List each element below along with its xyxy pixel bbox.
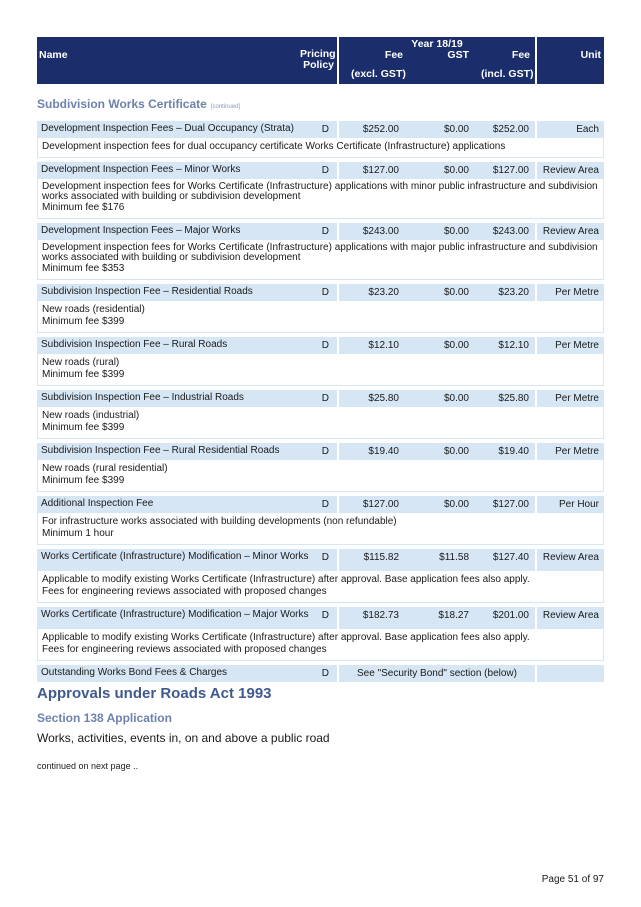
header-incl-gst: (incl. GST) [481,68,534,80]
row-description-line: Fees for engineering reviews associated with proposed changes [42,586,327,597]
row-pricing-policy: D [321,610,329,621]
row-description-line: Minimum fee $399 [42,316,125,327]
page-number: Page 51 of 97 [541,874,604,885]
row-unit: Per Metre [537,284,604,301]
row-description [37,240,604,280]
row-gst: $0.00 [443,287,469,298]
table-row [37,665,604,682]
row-unit: Per Hour [537,496,604,513]
row-fee-excl: $12.10 [368,340,399,351]
section-138-description: Works, activities, events in, on and above a public road [37,731,330,745]
row-fee-group [339,162,535,179]
row-fee-group [339,223,535,240]
row-fee-group [339,607,535,629]
row-fee-group [339,337,535,354]
fee-table [37,121,604,686]
table-row [37,162,604,219]
section-continued: [continued] [210,104,241,110]
row-description-line: Minimum 1 hour [42,528,114,539]
table-header [37,37,604,84]
row-unit: Review Area [537,162,604,179]
row-description-line: For infrastructure works associated with building developments (non refundable) [42,516,397,527]
row-fee-incl: $201.00 [492,610,529,621]
header-gst: GST [447,49,469,61]
table-row [37,549,604,603]
row-description [37,571,604,603]
row-description [37,629,604,661]
header-year: Year 18/19 [411,38,463,50]
row-description [37,407,604,439]
row-fee-excl: $182.73 [362,610,399,621]
row-bar [37,496,604,513]
table-row [37,337,604,386]
row-pricing-policy: D [321,287,329,298]
row-description-line: Development inspection fees for dual occupancy certificate Works Certificate (Infrastructure) applications [42,141,506,152]
row-gst: $0.00 [443,393,469,404]
row-name: Outstanding Works Bond Fees & Charges [37,665,337,682]
row-fee-excl: $127.00 [362,165,399,176]
row-bar [37,549,604,571]
row-name: Additional Inspection Fee [37,496,337,513]
row-unit: Review Area [537,223,604,240]
row-description-line: Development inspection fees for Works Certificate (Infrastructure) applications with minor public infrastructure and subdivision works associated with building or subdivision development [42,181,598,202]
row-description [37,301,604,333]
row-description-line: Applicable to modify existing Works Certificate (Infrastructure) after approval. Base application fees also apply. [42,632,530,643]
heading-roads-act: Approvals under Roads Act 1993 [37,685,272,702]
row-bar [37,607,604,629]
row-bar [37,443,604,460]
row-name: Subdivision Inspection Fee – Rural Residential Roads [37,443,337,460]
continued-next-page: continued on next page .. [37,761,139,771]
row-description-line: New roads (industrial) [42,410,140,421]
row-pricing-policy: D [321,165,329,176]
row-description-line: Minimum fee $353 [42,263,125,274]
header-pricing-policy: Pricing Policy [300,48,336,71]
row-pricing-policy: D [321,668,329,679]
row-gst: $0.00 [443,226,469,237]
row-description-line: Minimum fee $399 [42,475,125,486]
row-description-line: Development inspection fees for Works Certificate (Infrastructure) applications with major public infrastructure and subdivision works associated with building or subdivision development [42,242,598,263]
row-description [37,513,604,545]
row-fee-incl: $23.20 [498,287,529,298]
row-unit: Each [537,121,604,138]
row-fee-incl: $243.00 [492,226,529,237]
row-fee-incl: $25.80 [498,393,529,404]
row-fee-incl: $127.00 [492,165,529,176]
row-description-line: Applicable to modify existing Works Certificate (Infrastructure) after approval. Base application fees also apply. [42,574,530,585]
table-row [37,284,604,333]
row-fee-excl: $23.20 [368,287,399,298]
row-name: Subdivision Inspection Fee – Industrial Roads [37,390,337,407]
row-description-line: New roads (residential) [42,304,145,315]
row-bar [37,223,604,240]
row-description [37,179,604,219]
row-description-line: New roads (rural) [42,357,120,368]
table-row [37,390,604,439]
row-name: Subdivision Inspection Fee – Rural Roads [37,337,337,354]
row-name: Subdivision Inspection Fee – Residential Roads [37,284,337,301]
row-pricing-policy: D [321,552,329,563]
table-row [37,223,604,280]
row-fee-excl: $115.82 [363,552,399,563]
row-fee-incl: $127.00 [492,499,529,510]
row-fee-group [339,443,535,460]
row-description-line: Fees for engineering reviews associated with proposed changes [42,644,327,655]
header-unit: Unit [537,37,604,84]
header-excl-gst: (excl. GST) [351,68,406,80]
row-fee-excl: $19.40 [368,446,399,457]
section-title-text: Subdivision Works Certificate [37,97,207,111]
row-fee-incl: $12.10 [498,340,529,351]
row-gst: $0.00 [443,499,469,510]
header-fee-excl: Fee [384,49,403,61]
row-pricing-policy: D [321,124,329,135]
row-fee-incl: $19.40 [498,446,529,457]
row-bar [37,665,604,682]
row-pricing-policy: D [321,499,329,510]
row-unit: Per Metre [537,443,604,460]
row-description-line: Minimum fee $399 [42,422,125,433]
row-description-line: Minimum fee $176 [42,202,125,213]
row-bar [37,284,604,301]
row-fee-group [339,121,535,138]
section-title [37,97,240,111]
row-bar [37,337,604,354]
table-row [37,443,604,492]
row-bar [37,121,604,138]
row-fee-group [339,496,535,513]
row-pricing-policy: D [321,393,329,404]
row-fee-excl: $25.80 [368,393,399,404]
row-fee-group [339,390,535,407]
row-name: Development Inspection Fees – Major Works [37,223,337,240]
row-unit: Review Area [537,607,604,629]
header-fee-group [339,37,535,84]
row-gst: $0.00 [443,124,469,135]
row-name: Works Certificate (Infrastructure) Modification – Minor Works [37,549,337,571]
row-description [37,460,604,492]
row-name: Development Inspection Fees – Minor Works [37,162,337,179]
row-name: Works Certificate (Infrastructure) Modification – Major Works [37,607,337,629]
row-name: Development Inspection Fees – Dual Occupancy (Strata) [37,121,337,138]
row-unit: Per Metre [537,390,604,407]
row-unit: Review Area [537,549,604,571]
row-gst: $0.00 [443,340,469,351]
row-gst: $0.00 [443,165,469,176]
row-description [37,138,604,158]
row-unit [537,665,604,682]
table-row [37,607,604,661]
row-fee-excl: $252.00 [362,124,399,135]
row-gst: $18.27 [438,610,469,621]
row-fee-incl: $252.00 [492,124,529,135]
heading-section-138: Section 138 Application [37,711,172,725]
row-pricing-policy: D [321,446,329,457]
row-unit: Per Metre [537,337,604,354]
row-fee-group [339,665,535,682]
table-row [37,121,604,158]
header-fee-incl: Fee [511,49,530,61]
row-fee-excl: $127.00 [362,499,399,510]
table-row [37,496,604,545]
row-bar [37,162,604,179]
row-fee-note: See "Security Bond" section (below) [357,668,517,679]
row-pricing-policy: D [321,226,329,237]
row-description-line: New roads (rural residential) [42,463,168,474]
row-bar [37,390,604,407]
header-name: Name [37,37,337,84]
row-description [37,354,604,386]
row-fee-group [339,549,535,571]
row-gst: $0.00 [443,446,469,457]
row-fee-excl: $243.00 [362,226,399,237]
row-fee-group [339,284,535,301]
row-description-line: Minimum fee $399 [42,369,125,380]
row-pricing-policy: D [321,340,329,351]
row-fee-incl: $127.40 [492,552,529,563]
row-gst: $11.58 [439,552,469,563]
